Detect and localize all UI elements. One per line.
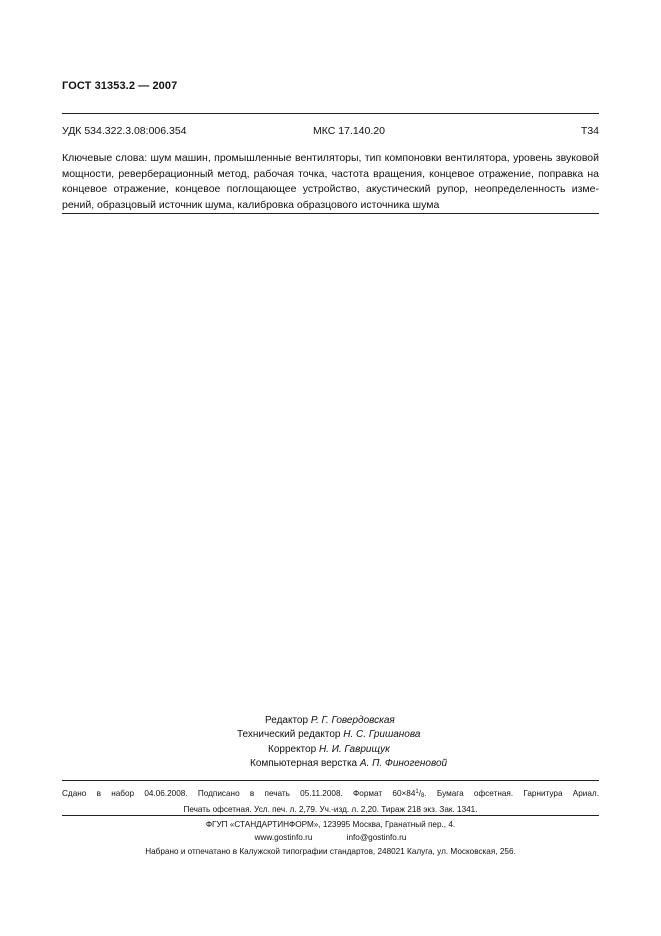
publisher-email[interactable]: info@gostinfo.ru [346, 833, 407, 843]
corrector-name: Н. И. Гаврищук [318, 743, 390, 755]
document-code: ГОСТ 31353.2 — 2007 [62, 80, 178, 92]
format-superscript: 1 [415, 789, 419, 795]
publisher-address: ФГУП «СТАНДАРТИНФОРМ», 123995 Москва, Гранатный пер., 4. [205, 820, 456, 829]
publisher-contacts [62, 831, 599, 844]
publisher-info [62, 818, 599, 858]
staff-corrector [230, 743, 450, 757]
layout-name: А. П. Финогеновой [359, 757, 448, 769]
tech-editor-label: Технический редактор [237, 729, 341, 741]
divider-publisher [62, 815, 599, 816]
corrector-label: Корректор [268, 743, 317, 755]
imprint-line-1: Сдано в набор 04.06.2008. Подписано в печать 05.11.2008. Формат $60\times 84^1/_8$. Бумага офсетная. Гарнитура Ариал. [62, 789, 599, 799]
staff-editor [230, 714, 450, 728]
tech-editor-name: Н. С. Гришанова [343, 729, 421, 741]
divider-keywords [62, 213, 599, 214]
keywords-paragraph: Ключевые слова: шум машин, промышленные вентиляторы, тип компоновки вентилятора, уровень звуковой мощности, реверберационный метод, рабочая точка, частота вращения, концевое отражение, поправка на концевое отражение, концевое поглощающее устройство, акустический рупор, неопределенность измерений, образцовый источник шума, калибровка образцового источника шума [62, 152, 599, 211]
mks-code: МКС 17.140.20 [313, 125, 385, 137]
publisher-website[interactable]: www.gostinfo.ru [254, 833, 313, 843]
format-subscript: 8 [421, 793, 425, 799]
imprint-line-2: Печать офсетная. Усл. печ. л. 2,79. Уч.-изд. л. 2,20. Тираж 218 экз. Зак. 1341. [183, 805, 478, 814]
udk-code: УДК 534.322.3.08:006.354 [62, 125, 187, 137]
editor-name: Р. Г. Говердовская [310, 715, 395, 726]
divider-imprint [62, 780, 599, 781]
classification-row [62, 125, 599, 139]
editor-label: Редактор [265, 715, 309, 726]
printing-house: Набрано и отпечатано в Калужской типографии стандартов, 248021 Калуга, ул. Московская, 256. [145, 846, 516, 856]
imprint-paper-font: . Бумага офсетная. Гарнитура Ариал. [424, 789, 599, 798]
layout-label: Компьютерная верстка [250, 757, 358, 769]
editorial-staff [230, 714, 450, 771]
divider-top [62, 113, 599, 114]
group-code: Т34 [580, 125, 599, 137]
print-imprint [62, 786, 599, 816]
staff-layout [230, 757, 450, 771]
staff-tech-editor [230, 728, 450, 742]
imprint-dates-format: Сдано в набор 04.06.2008. Подписано в печать 05.11.2008. Формат 60×84 [62, 789, 416, 798]
